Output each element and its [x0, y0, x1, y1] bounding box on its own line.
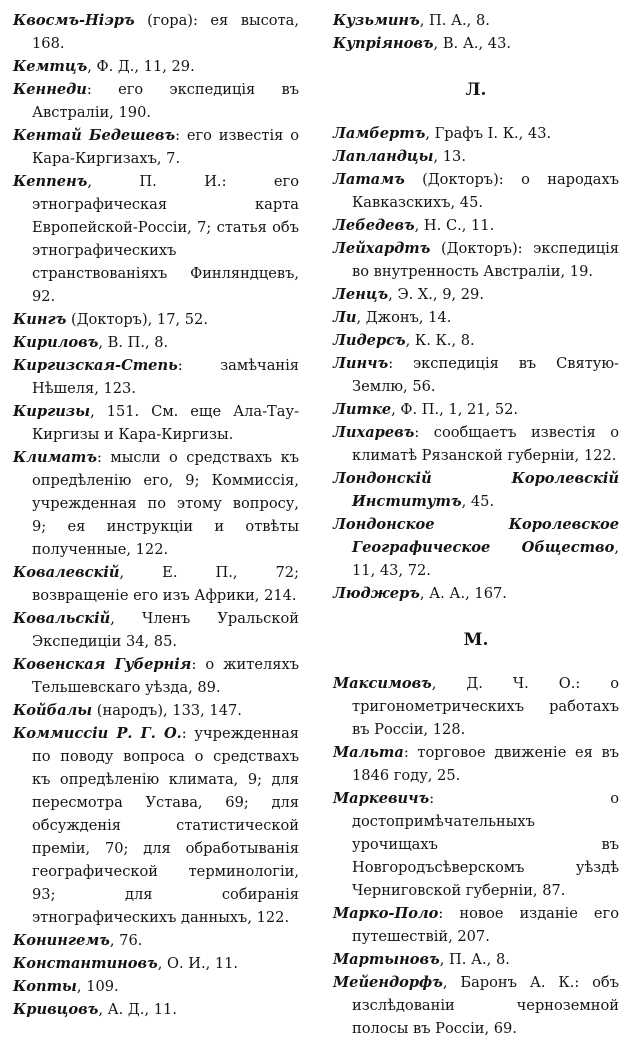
entry-text: : новое изданiе его путешествiй, 207. — [352, 905, 619, 945]
entry-text: , 109. — [76, 978, 119, 995]
index-entry — [333, 787, 619, 902]
index-entry — [13, 446, 299, 561]
entry-text: : экспедицiя въ Святую-Землю, 56. — [352, 355, 619, 395]
entry-text: , 13. — [433, 148, 466, 165]
entry-text: , Э. Х., 9, 29. — [388, 286, 484, 303]
index-entry — [13, 78, 299, 124]
entry-text: : о достопримѣчательныхъ урочищахъ въ Новгородъсѣверскомъ уѣздѣ Черниговской губернiи, 87. — [352, 790, 619, 899]
entry-text: , Н. С., 11. — [414, 217, 495, 234]
entry-text: , Графъ I. К., 43. — [425, 125, 552, 142]
entry-headword: Литке — [333, 401, 392, 418]
index-entry — [13, 331, 299, 354]
letter-heading-m: М. — [463, 630, 489, 650]
entry-text: (Докторъ): о народахъ Кавказскихъ, 45. — [352, 171, 619, 211]
entry-headword: Кривцовъ — [13, 1001, 99, 1018]
entry-headword: Киргизы — [13, 403, 91, 420]
index-entry — [13, 653, 299, 699]
entry-headword: Коммиссiи Р. Г. О. — [13, 725, 182, 742]
entry-text: , А. А., 167. — [419, 585, 507, 602]
entries-m — [333, 672, 619, 1040]
index-entry — [13, 975, 299, 998]
entry-text: : его известiя о Кара-Киргизахъ, 7. — [32, 127, 299, 167]
index-entry — [13, 308, 299, 331]
entry-text: , Джонъ, 14. — [356, 309, 452, 326]
index-entry — [13, 699, 299, 722]
index-entry — [333, 168, 619, 214]
index-entry — [333, 283, 619, 306]
entry-headword: Кеннеди — [13, 81, 87, 98]
entry-headword: Мейендорфъ — [333, 974, 443, 991]
index-entry — [333, 306, 619, 329]
entry-headword: Кентай Бедешевъ — [13, 127, 176, 144]
entry-text: (Докторъ), 17, 52. — [66, 311, 208, 328]
entry-text: : замѣчанiя Нѣшеля, 123. — [32, 357, 299, 397]
entry-text: : торговое движенiе ея въ 1846 году, 25. — [352, 744, 619, 784]
entry-text: (гора): ея высота, 168. — [32, 12, 299, 52]
letter-heading-l: Л. — [465, 80, 487, 100]
index-entry — [13, 722, 299, 929]
entry-text: , 76. — [109, 932, 143, 949]
entries-k-continued — [333, 9, 619, 55]
entry-headword: Латамъ — [333, 171, 405, 188]
index-entry — [13, 354, 299, 400]
entry-headword: Ковенская Губернiя — [13, 656, 192, 673]
entry-headword: Лондонскiй Королевскiй Институтъ — [333, 470, 619, 510]
index-entry — [13, 952, 299, 975]
index-entry — [333, 582, 619, 605]
entry-text: : о жителяхъ Тельшевскаго уѣзда, 89. — [32, 656, 299, 696]
entry-text: : учрежденная по поводу вопроса о средствахъ къ опредѣленiю климата, 9; для пересмотра Устава, 69; для обсужденiя статистической премiи, 70; для обработыванiя географической терминологiи, 93; для собиранiя этнографическихъ данныхъ, 122. — [32, 725, 299, 926]
index-entry — [333, 672, 619, 741]
entry-headword: Ковалевскiй — [13, 564, 120, 581]
entry-headword: Лихаревъ — [333, 424, 415, 441]
entry-text: , Ф. Д., 11, 29. — [87, 58, 195, 75]
entry-headword: Кингъ — [13, 311, 67, 328]
entry-headword: Ленцъ — [333, 286, 389, 303]
entry-headword: Мартыновъ — [333, 951, 440, 968]
entry-text: , 45. — [461, 493, 495, 510]
entry-text: , Д. Ч. О.: о тригонометрическихъ работахъ въ Россiи, 128. — [352, 675, 619, 738]
entry-text: , 151. См. еще Ала-Тау-Киргизы и Кара-Киргизы. — [32, 403, 299, 443]
index-entry — [333, 122, 619, 145]
entry-text: , О. И., 11. — [157, 955, 239, 972]
entry-headword: Люджеръ — [333, 585, 420, 602]
index-entry — [333, 214, 619, 237]
index-entry — [333, 352, 619, 398]
entry-headword: Лейхардтъ — [333, 240, 431, 257]
entry-headword: Ковальскiй — [13, 610, 111, 627]
entry-headword: Максимовъ — [333, 675, 432, 692]
entry-headword: Линчъ — [333, 355, 389, 372]
entry-text: , К. К., 8. — [405, 332, 475, 349]
entry-text: , 11, 43, 72. — [352, 539, 619, 579]
entry-headword: Константиновъ — [13, 955, 158, 972]
entry-headword: Лидерсъ — [333, 332, 406, 349]
index-entry — [333, 467, 619, 513]
index-entry — [333, 971, 619, 1040]
entry-headword: Кеппенъ — [13, 173, 88, 190]
index-entry — [333, 9, 619, 32]
index-entry — [333, 237, 619, 283]
index-entry — [13, 998, 299, 1021]
index-entry — [13, 170, 299, 308]
entry-text: : мысли о средствахъ къ опредѣленiю его, 9; Коммиссiя, учрежденная по этому вопросу, 9; ея инструкцiи и отвѣты полученные, 122. — [32, 449, 299, 558]
right-column — [333, 9, 619, 1040]
entry-headword: Ли — [333, 309, 357, 326]
entry-headword: Купрiяновъ — [333, 35, 434, 52]
entry-headword: Киргизская-Степь — [13, 357, 178, 374]
index-entry — [13, 607, 299, 653]
entry-headword: Ламбертъ — [333, 125, 426, 142]
entry-headword: Кириловъ — [13, 334, 99, 351]
entry-text: , В. П., 8. — [98, 334, 169, 351]
index-entry — [13, 55, 299, 78]
entry-headword: Марко-Поло — [333, 905, 439, 922]
index-entry — [13, 124, 299, 170]
entry-headword: Лапландцы — [333, 148, 434, 165]
entry-text: : сообщаетъ известiя о климатѣ Рязанской губернiи, 122. — [352, 424, 619, 464]
index-entry — [13, 929, 299, 952]
index-entry — [333, 32, 619, 55]
entry-text: (народъ), 133, 147. — [92, 702, 242, 719]
entry-headword: Конингемъ — [13, 932, 110, 949]
entry-text: , Ф. П., 1, 21, 52. — [391, 401, 519, 418]
entry-text: , П. И.: его этнографическая карта Европейской-Россiи, 7; статья объ этнографическихъ странствованiяхъ Финляндцевъ, 92. — [32, 173, 299, 305]
index-entry — [333, 329, 619, 352]
entry-text: , Е. П., 72; возвращенiе его изъ Африки, 214. — [32, 564, 299, 604]
entry-headword: Мальта — [333, 744, 404, 761]
index-entry — [13, 561, 299, 607]
entry-text: , В. А., 43. — [433, 35, 512, 52]
entry-headword: Копты — [13, 978, 77, 995]
entry-text: , П. А., 8. — [419, 12, 490, 29]
index-entry — [13, 9, 299, 55]
entry-text: , П. А., 8. — [439, 951, 510, 968]
index-entry — [333, 421, 619, 467]
entries-l — [333, 122, 619, 605]
entry-text: , А. Д., 11. — [98, 1001, 177, 1018]
entry-headword: Койбалы — [13, 702, 93, 719]
index-entry — [13, 400, 299, 446]
entry-headword: Лондонское Королевское Географическое Общество — [333, 516, 619, 556]
entry-headword: Квосмъ-Нiэръ — [13, 12, 135, 29]
index-entry — [333, 513, 619, 582]
entry-text: , Членъ Уральской Экспедицiи 34, 85. — [32, 610, 299, 650]
entry-headword: Маркевичъ — [333, 790, 430, 807]
index-entry — [333, 902, 619, 948]
entry-headword: Лебедевъ — [333, 217, 415, 234]
index-entry — [333, 948, 619, 971]
index-entry — [333, 398, 619, 421]
left-column — [13, 9, 299, 1021]
entry-text: : его экспедицiя въ Австралiи, 190. — [32, 81, 299, 121]
entry-headword: Кузьминъ — [333, 12, 420, 29]
entry-headword: Климатъ — [13, 449, 97, 466]
entry-headword: Кемтцъ — [13, 58, 88, 75]
entry-text: (Докторъ): экспедицiя во внутренность Австралiи, 19. — [352, 240, 619, 280]
entry-text: , Баронъ А. К.: объ изслѣдованiи черноземной полосы въ Россiи, 69. — [352, 974, 619, 1037]
index-entry — [333, 741, 619, 787]
index-entry — [333, 145, 619, 168]
